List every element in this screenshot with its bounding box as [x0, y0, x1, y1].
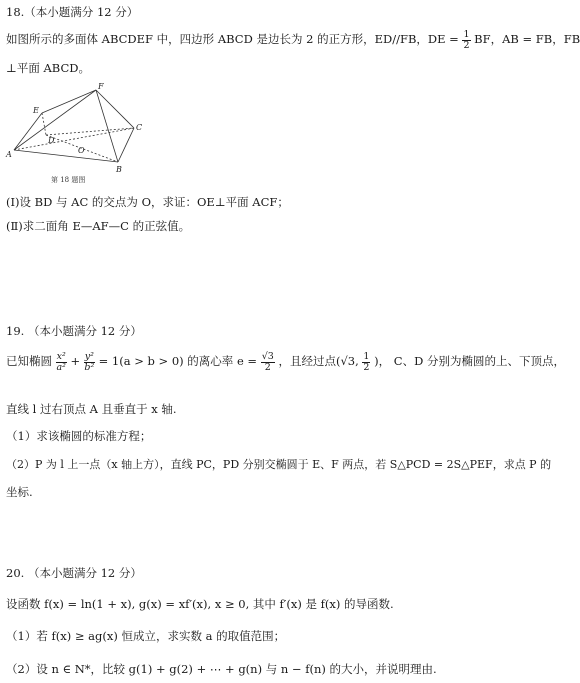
- q20-part2: （2）设 n ∈ N*，比较 g(1) + g(2) + ⋯ + g(n) 与 n − f(n) 的大小，并说明理由.: [6, 662, 437, 676]
- q18-part2: (Ⅱ)求二面角 E—AF—C 的正弦值。: [6, 219, 191, 233]
- q20-stem-line1: 设函数 f(x) = ln(1 + x), g(x) = xf′(x), x ≥ 0, 其中 f′(x) 是 f(x) 的导函数.: [6, 597, 394, 611]
- label-C: C: [136, 123, 143, 132]
- q18-stem-line1: [6, 30, 580, 50]
- figure-edges: [14, 90, 134, 162]
- edge-EA: [14, 113, 42, 150]
- q20-header: 20. （本小题满分 12 分）: [6, 566, 142, 580]
- edge-AC-hidden: [14, 128, 134, 150]
- label-B: B: [116, 165, 122, 174]
- q18-stem-text-b: BF，AB = FB，FB: [474, 32, 580, 46]
- q18-polyhedron-figure: [6, 80, 156, 185]
- edge-ED-hidden: [42, 113, 46, 135]
- label-D: D: [48, 136, 55, 145]
- q19-frac-y-num: y²: [84, 351, 94, 362]
- q18-part1: (Ⅰ)设 BD 与 AC 的交点为 O，求证：OE⊥平面 ACF；: [6, 195, 289, 209]
- q20-part1: （1）若 f(x) ≥ ag(x) 恒成立，求实数 a 的取值范围；: [6, 629, 286, 643]
- q19-text-d: )， C、D 分别为椭圆的上、下顶点，: [374, 354, 565, 368]
- q19-frac-pt-den: 2: [363, 361, 370, 373]
- q19-stem-line2: 直线 l 过右顶点 A 且垂直于 x 轴.: [6, 402, 177, 416]
- q19-part2: （2）P 为 l 上一点（x 轴上方），直线 PC，PD 分别交椭圆于 E、F 两点，若 S△PCD = 2S△PEF，求点 P 的: [6, 458, 552, 471]
- q19-frac-ecc-num: √3: [261, 351, 274, 362]
- label-O: O: [78, 146, 85, 155]
- q19-frac-x: [56, 352, 67, 372]
- q19-text-c: ，且经过点(√3,: [278, 354, 359, 368]
- q19-frac-y: [84, 352, 95, 372]
- label-A: A: [6, 150, 12, 159]
- q19-text-b: = 1(a > b > 0) 的离心率 e =: [98, 354, 258, 368]
- q18-stem-text-a: 如图所示的多面体 ABCDEF 中，四边形 ABCD 是边长为 2 的正方形，ED//FB，DE =: [6, 32, 459, 46]
- q19-frac-y-den: b²: [84, 361, 95, 373]
- q18-stem-line2: ⊥平面 ABCD。: [6, 61, 90, 75]
- q19-header: 19. （本小题满分 12 分）: [6, 324, 142, 338]
- edge-DC-hidden: [46, 128, 134, 135]
- q18-header: 18.（本小题满分 12 分）: [6, 5, 139, 19]
- q19-frac-x-den: a²: [56, 361, 66, 373]
- q19-part2-continued: 坐标.: [6, 485, 33, 499]
- q19-frac-pt-num: 1: [363, 351, 370, 362]
- edge-BC: [118, 128, 134, 162]
- q18-frac-numerator: 1: [463, 29, 470, 40]
- figure-caption: 第 18 题图: [51, 176, 86, 184]
- q19-frac-ecc-den: 2: [264, 361, 271, 373]
- q18-fraction-half: [462, 30, 470, 50]
- q19-part1: （1）求该椭圆的标准方程；: [6, 429, 152, 443]
- q18-frac-denominator: 2: [463, 39, 470, 51]
- q19-frac-pt: [362, 352, 370, 372]
- label-E: E: [33, 106, 39, 115]
- edge-FA: [14, 90, 96, 150]
- q19-stem-line1: [6, 352, 565, 372]
- label-F: F: [98, 82, 104, 91]
- q19-plus: +: [70, 354, 81, 368]
- q19-frac-x-num: x²: [56, 351, 66, 362]
- q19-text-a: 已知椭圆: [6, 354, 52, 368]
- q19-frac-ecc: [261, 352, 275, 372]
